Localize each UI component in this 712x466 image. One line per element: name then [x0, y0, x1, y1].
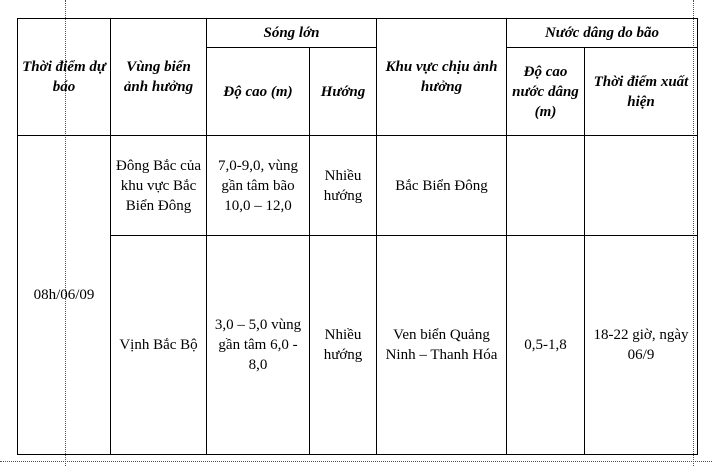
cell-surge-time: [585, 136, 698, 236]
cell-wave-height: 3,0 – 5,0 vùng gần tâm 6,0 - 8,0: [207, 236, 310, 455]
cell-surge-time: 18-22 giờ, ngày 06/9: [585, 236, 698, 455]
cell-direction: Nhiều hướng: [310, 136, 377, 236]
header-wave-height: Độ cao (m): [207, 48, 310, 136]
cell-area: Bắc Biển Đông: [377, 136, 507, 236]
cell-wave-height: 7,0-9,0, vùng gần tâm bão 10,0 – 12,0: [207, 136, 310, 236]
table-row: [18, 136, 698, 236]
cell-area: Ven biển Quảng Ninh – Thanh Hóa: [377, 236, 507, 455]
cell-sea: Vịnh Bắc Bộ: [111, 236, 207, 455]
storm-forecast-table: [17, 18, 698, 455]
cell-surge-height: 0,5-1,8: [507, 236, 585, 455]
header-affected-area: Khu vực chịu ảnh hưởng: [377, 19, 507, 136]
cell-surge-height: [507, 136, 585, 236]
header-forecast-time: Thời điểm dự báo: [18, 19, 111, 136]
header-big-waves: Sóng lớn: [207, 19, 377, 48]
cell-forecast-time: 08h/06/09: [18, 136, 111, 455]
cell-sea: Đông Bắc của khu vực Bắc Biển Đông: [111, 136, 207, 236]
margin-guide-bottom: [0, 461, 712, 462]
header-surge-height: Độ cao nước dâng (m): [507, 48, 585, 136]
header-wave-direction: Hướng: [310, 48, 377, 136]
table-row: [18, 236, 698, 455]
header-affected-sea: Vùng biển ảnh hưởng: [111, 19, 207, 136]
header-storm-surge: Nước dâng do bão: [507, 19, 698, 48]
header-surge-time: Thời điểm xuất hiện: [585, 48, 698, 136]
cell-direction: Nhiều hướng: [310, 236, 377, 455]
